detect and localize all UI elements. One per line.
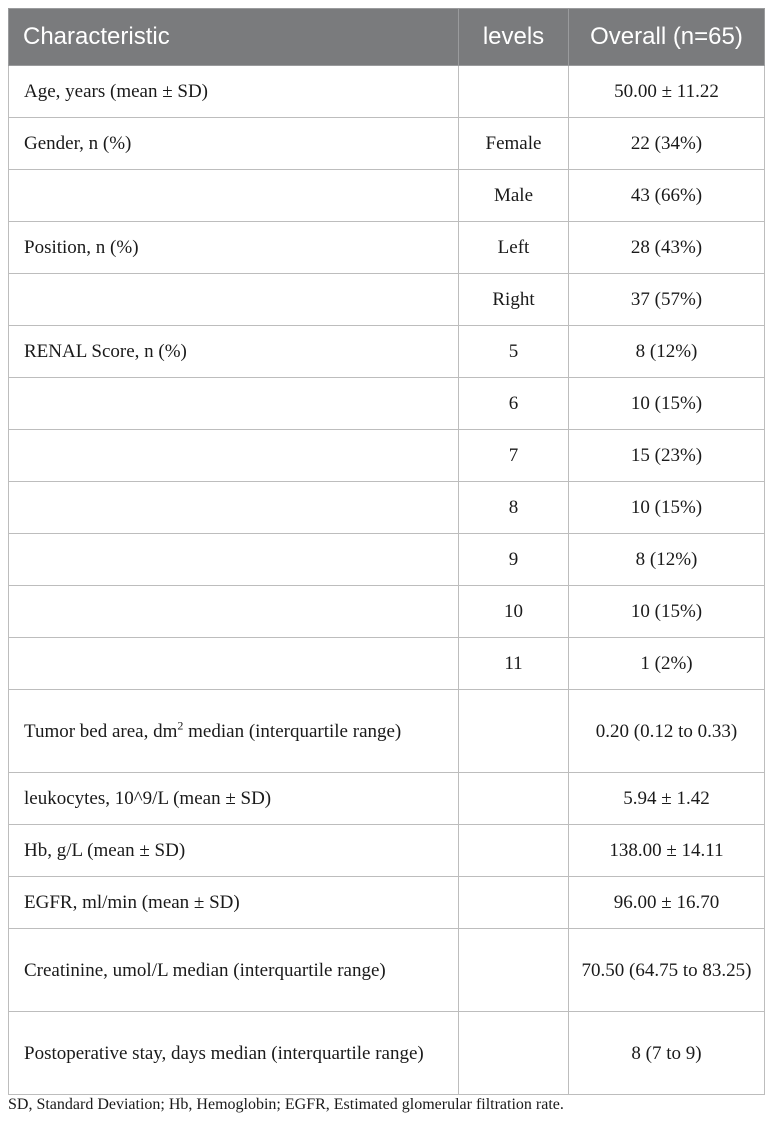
cell-overall: 10 (15%) [569, 586, 765, 638]
table-row [9, 825, 765, 877]
cell-characteristic [9, 378, 459, 430]
characteristic-text-rest: median (interquartile range) [183, 720, 402, 742]
cell-levels: 11 [459, 638, 569, 690]
cell-levels: 7 [459, 430, 569, 482]
cell-overall: 10 (15%) [569, 482, 765, 534]
cell-levels: 10 [459, 586, 569, 638]
cell-overall: 10 (15%) [569, 378, 765, 430]
header-row [9, 9, 765, 66]
cell-levels: Left [459, 222, 569, 274]
cell-overall: 15 (23%) [569, 430, 765, 482]
cell-characteristic: Gender, n (%) [9, 118, 459, 170]
cell-overall: 70.50 (64.75 to 83.25) [569, 929, 765, 1012]
cell-overall: 50.00 ± 11.22 [569, 66, 765, 118]
characteristic-text: Tumor bed area, dm [24, 720, 178, 742]
cell-characteristic: Position, n (%) [9, 222, 459, 274]
cell-characteristic: EGFR, ml/min (mean ± SD) [9, 877, 459, 929]
table-row [9, 222, 765, 274]
table-row [9, 877, 765, 929]
cell-overall: 8 (12%) [569, 326, 765, 378]
cell-overall: 5.94 ± 1.42 [569, 773, 765, 825]
cell-characteristic [9, 430, 459, 482]
cell-overall: 0.20 (0.12 to 0.33) [569, 690, 765, 773]
table-row [9, 929, 765, 1012]
cell-levels [459, 1012, 569, 1095]
table-body [9, 66, 765, 1095]
superscript: 2 [177, 718, 184, 733]
table-row [9, 378, 765, 430]
table-row [9, 690, 765, 773]
cell-levels: Right [459, 274, 569, 326]
cell-characteristic: Postoperative stay, days median (interquartile range) [9, 1012, 459, 1095]
cell-characteristic [9, 534, 459, 586]
cell-characteristic: leukocytes, 10^9/L (mean ± SD) [9, 773, 459, 825]
header-levels: levels [459, 9, 569, 66]
cell-characteristic: RENAL Score, n (%) [9, 326, 459, 378]
cell-levels: 6 [459, 378, 569, 430]
table-row [9, 482, 765, 534]
header-characteristic: Characteristic [9, 9, 459, 66]
table-footnote: SD, Standard Deviation; Hb, Hemoglobin; EGFR, Estimated glomerular filtration rate. [8, 1096, 564, 1113]
cell-overall: 138.00 ± 14.11 [569, 825, 765, 877]
cell-levels: 5 [459, 326, 569, 378]
table-row [9, 170, 765, 222]
cell-overall: 8 (7 to 9) [569, 1012, 765, 1095]
cell-characteristic [9, 482, 459, 534]
table-row [9, 534, 765, 586]
cell-levels [459, 773, 569, 825]
cell-levels: 9 [459, 534, 569, 586]
cell-levels: 8 [459, 482, 569, 534]
table-row [9, 326, 765, 378]
cell-levels [459, 690, 569, 773]
cell-overall: 8 (12%) [569, 534, 765, 586]
cell-characteristic [9, 274, 459, 326]
header-overall: Overall (n=65) [569, 9, 765, 66]
table-row [9, 274, 765, 326]
cell-levels [459, 929, 569, 1012]
cell-characteristic: Age, years (mean ± SD) [9, 66, 459, 118]
table-row [9, 638, 765, 690]
characteristics-table [8, 8, 765, 1095]
cell-levels [459, 877, 569, 929]
cell-levels: Male [459, 170, 569, 222]
cell-characteristic [9, 586, 459, 638]
cell-overall: 43 (66%) [569, 170, 765, 222]
cell-characteristic [9, 638, 459, 690]
cell-characteristic [9, 170, 459, 222]
table-row [9, 586, 765, 638]
cell-characteristic: Hb, g/L (mean ± SD) [9, 825, 459, 877]
cell-overall: 96.00 ± 16.70 [569, 877, 765, 929]
table-row [9, 66, 765, 118]
table-header [9, 9, 765, 66]
cell-overall: 22 (34%) [569, 118, 765, 170]
cell-overall: 37 (57%) [569, 274, 765, 326]
cell-levels: Female [459, 118, 569, 170]
cell-characteristic [9, 690, 459, 773]
cell-levels [459, 66, 569, 118]
table-row [9, 1012, 765, 1095]
table-row [9, 430, 765, 482]
table-row [9, 773, 765, 825]
cell-characteristic: Creatinine, umol/L median (interquartile range) [9, 929, 459, 1012]
cell-overall: 28 (43%) [569, 222, 765, 274]
table-row [9, 118, 765, 170]
cell-levels [459, 825, 569, 877]
cell-overall: 1 (2%) [569, 638, 765, 690]
